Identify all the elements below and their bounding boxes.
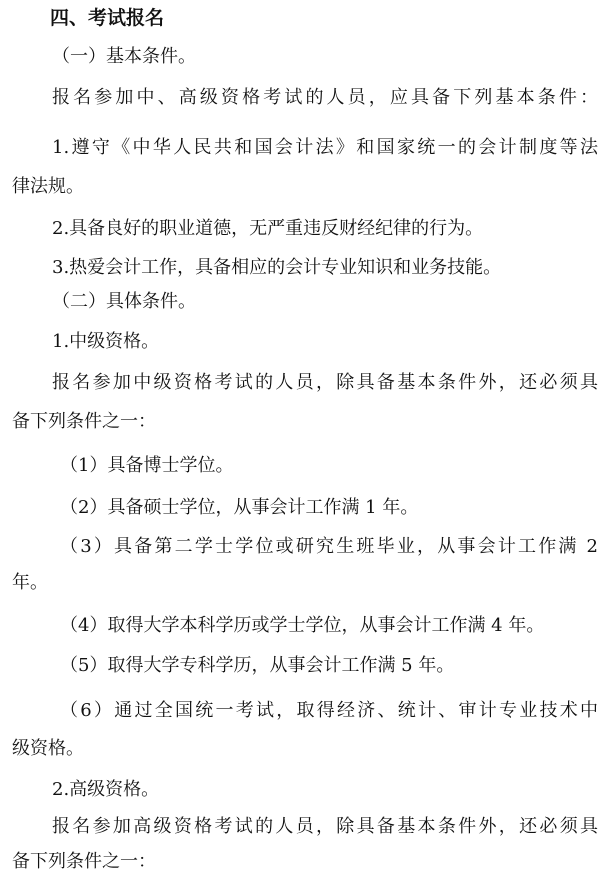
subheading-intermediate: 1.中级资格。 — [52, 331, 160, 352]
paragraph: 报名参加中级资格考试的人员，除具备基本条件外，还必须具 — [52, 372, 598, 393]
list-item: （6）通过全国统一考试，取得经济、统计、审计专业技术中 — [60, 700, 598, 721]
list-item: （1）具备博士学位。 — [60, 455, 234, 476]
subheading-specific: （二）具体条件。 — [52, 291, 196, 312]
paragraph: 2.具备良好的职业道德，无严重违反财经纪律的行为。 — [52, 218, 484, 239]
paragraph-continuation: 律法规。 — [12, 176, 84, 197]
section-heading: 四、考试报名 — [50, 7, 165, 29]
list-item: （4）取得大学本科学历或学士学位，从事会计工作满 4 年。 — [60, 615, 545, 636]
paragraph: 报名参加中、高级资格考试的人员，应具备下列基本条件： — [52, 87, 598, 108]
list-item: （2）具备硕士学位，从事会计工作满 1 年。 — [60, 497, 419, 518]
paragraph: 报名参加高级资格考试的人员，除具备基本条件外，还必须具 — [52, 816, 598, 837]
list-item: （3）具备第二学士学位或研究生班毕业，从事会计工作满 2 — [60, 536, 598, 557]
subheading-senior: 2.高级资格。 — [52, 779, 160, 800]
subheading-basic: （一）基本条件。 — [52, 46, 196, 67]
list-item: （5）取得大学专科学历，从事会计工作满 5 年。 — [60, 655, 455, 676]
list-item-continuation: 年。 — [12, 572, 48, 593]
list-item-continuation: 级资格。 — [12, 738, 84, 759]
paragraph-continuation: 备下列条件之一： — [12, 411, 156, 432]
paragraph-continuation: 备下列条件之一： — [12, 851, 156, 872]
paragraph: 1.遵守《中华人民共和国会计法》和国家统一的会计制度等法 — [52, 137, 598, 158]
paragraph: 3.热爱会计工作，具备相应的会计专业知识和业务技能。 — [52, 257, 502, 278]
